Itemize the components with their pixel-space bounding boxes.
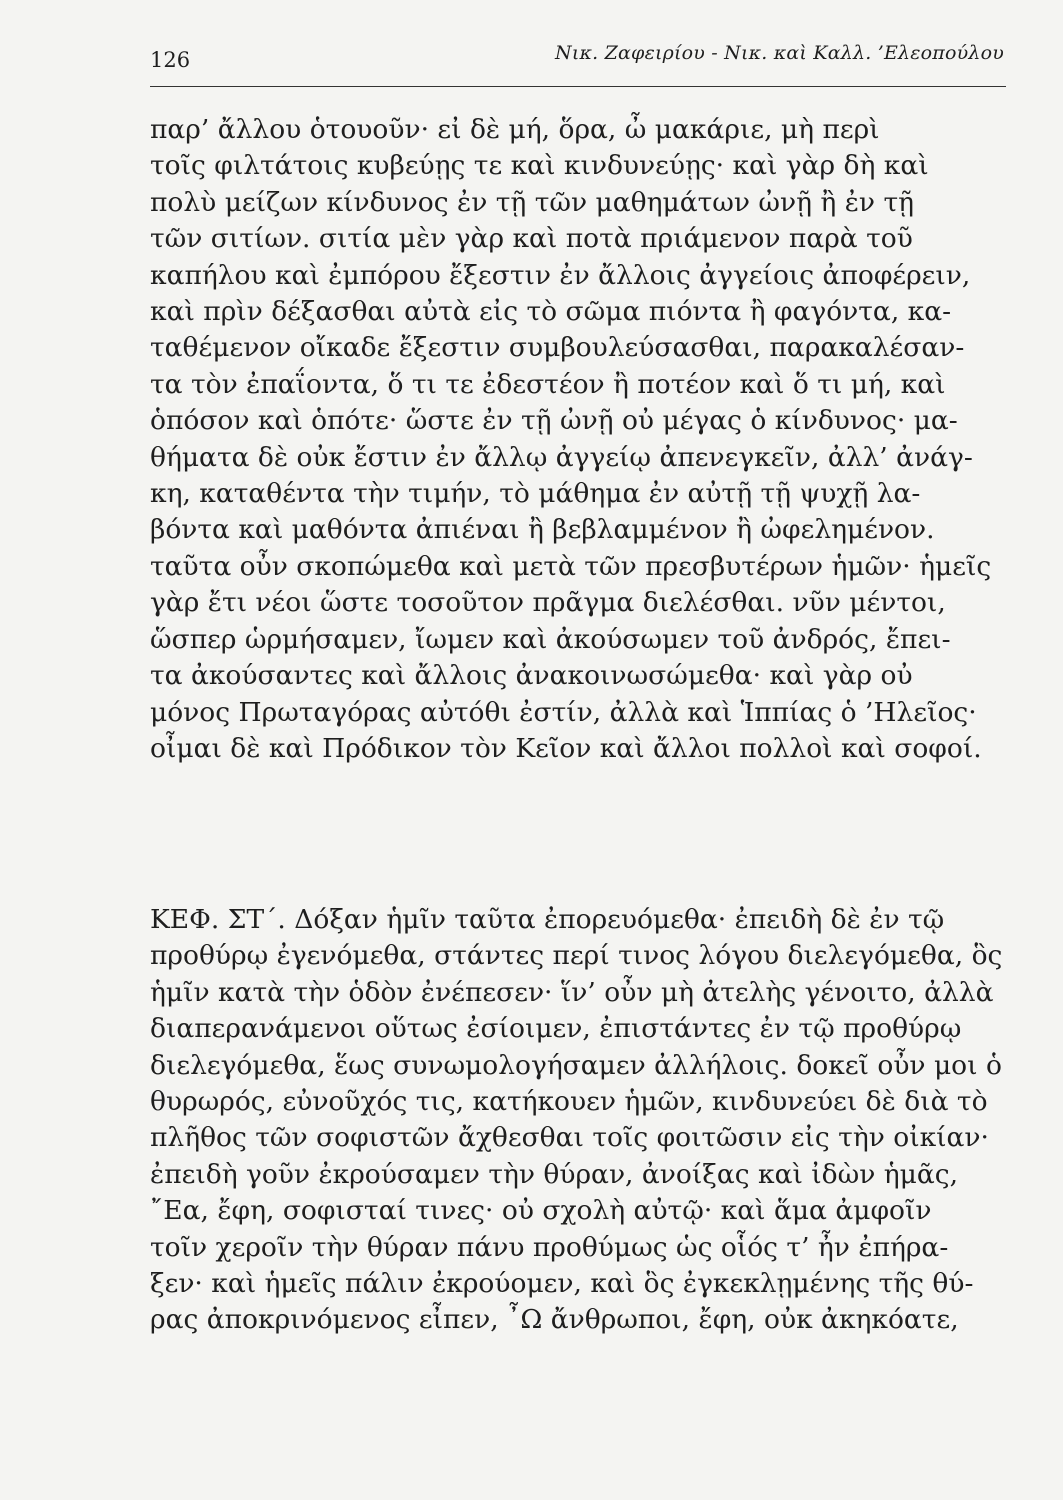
text-line: τοῖς φιλτάτοις κυβεύῃς τε καὶ κινδυνεύῃς· καὶ γὰρ δὴ καὶ [150,150,929,182]
text-line: καπήλου καὶ ἐμπόρου ἔξεστιν ἐν ἄλλοις ἀγγείοις ἀποφέρειν, [150,259,971,291]
text-line: παρ’ ἄλλου ὁτουοῦν· εἰ δὲ μή, ὅρα, ὦ μακάριε, μὴ περὶ [150,114,880,145]
text-line: ταθέμενον οἴκαδε ἔξεστιν συμβουλεύσασθαι, παρακαλέσαν- [150,332,965,364]
text-line: ἐπειδὴ γοῦν ἐκρούσαμεν τὴν θύραν, ἀνοίξας καὶ ἰδὼν ἡμᾶς, [150,1158,959,1190]
text-line: διελεγόμεθα, ἕως συνωμολογήσαμεν ἀλλήλοις. δοκεῖ οὖν μοι ὁ [150,1049,1002,1081]
text-line: βόντα καὶ μαθόντα ἀπιέναι ἢ βεβλαμμένον ἢ ὠφελημένον. [150,514,935,546]
text-line: ἡμῖν κατὰ τὴν ὁδὸν ἐνέπεσεν· ἵν’ οὖν μὴ ἀτελὴς γένοιτο, ἀλλὰ [150,976,994,1008]
text-line: θήματα δὲ οὐκ ἔστιν ἐν ἄλλῳ ἀγγείῳ ἀπενεγκεῖν, ἀλλ’ ἀνάγ- [150,441,973,473]
text-line: τα τὸν ἐπαΐοντα, ὅ τι τε ἐδεστέον ἢ ποτέον καὶ ὅ τι μή, καὶ [150,368,946,400]
text-line: τα ἀκούσαντες καὶ ἄλλοις ἀνακοινωσώμεθα· καὶ γὰρ οὐ [150,660,913,692]
text-line: τῶν σιτίων. σιτία μὲν γὰρ καὶ ποτὰ πριάμενον παρὰ τοῦ [150,223,913,255]
page-number: 126 [150,48,191,72]
text-line: ὥσπερ ὡρμήσαμεν, ἴωμεν καὶ ἀκούσωμεν τοῦ ἀνδρός, ἔπει- [150,623,951,655]
text-line: ὁπόσον καὶ ὁπότε· ὥστε ἐν τῇ ὠνῇ οὐ μέγας ὁ κίνδυνος· μα- [150,405,958,437]
text-line: ξεν· καὶ ἡμεῖς πάλιν ἐκρούομεν, καὶ ὃς ἐγκεκλῃμένης τῆς θύ- [150,1268,974,1300]
text-line: ρας ἀποκρινόμενος εἶπεν, ῏Ω ἄνθρωποι, ἔφη, οὐκ ἀκηκόατε, [150,1304,959,1336]
text-line: οἶμαι δὲ καὶ Πρόδικον τὸν Κεῖον καὶ ἄλλοι πολλοὶ καὶ σοφοί. [150,732,982,764]
text-line: πολὺ μείζων κίνδυνος ἐν τῇ τῶν μαθημάτων ὠνῇ ἢ ἐν τῇ [150,186,914,218]
text-line: θυρωρός, εὐνοῦχός τις, κατήκουεν ἡμῶν, κινδυνεύει δὲ διὰ τὸ [150,1086,988,1118]
text-line: πλῆθος τῶν σοφιστῶν ἄχθεσθαι τοῖς φοιτῶσιν εἰς τὴν οἰκίαν· [150,1122,989,1154]
text-line: ΚΕΦ. ΣΤ΄. Δόξαν ἡμῖν ταῦτα ἐπορευόμεθα· ἐπειδὴ δὲ ἐν τῷ [150,904,945,935]
body-text [150,112,1020,1336]
paragraph-2 [150,902,1020,1339]
text-line: ῎Εα, ἔφη, σοφισταί τινες· οὐ σχολὴ αὐτῷ· καὶ ἅμα ἀμφοῖν [150,1195,932,1227]
paragraph-1 [150,112,1020,767]
text-line: ταῦτα οὖν σκοπώμεθα καὶ μετὰ τῶν πρεσβυτέρων ἡμῶν· ἡμεῖς [150,550,992,582]
text-line: γὰρ ἔτι νέοι ὥστε τοσοῦτον πρᾶγμα διελέσθαι. νῦν μέντοι, [150,587,946,619]
running-head: Νικ. Ζαφειρίου - Νικ. καὶ Καλλ. ’Ελεοπούλου [555,42,1004,64]
text-line: τοῖν χεροῖν τὴν θύραν πάνυ προθύμως ὡς οἷός τ’ ἦν ἐπήρα- [150,1231,949,1263]
text-line: κη, καταθέντα τὴν τιμήν, τὸ μάθημα ἐν αὐτῇ τῇ ψυχῇ λα- [150,478,921,510]
text-line: μόνος Πρωταγόρας αὐτόθι ἐστίν, ἀλλὰ καὶ Ἱππίας ὁ ’Ηλεῖος· [150,696,977,728]
text-line: διαπερανάμενοι οὕτως ἐσίοιμεν, ἐπιστάντες ἐν τῷ προθύρῳ [150,1013,962,1045]
text-line: προθύρῳ ἐγενόμεθα, στάντες περί τινος λόγου διελεγόμεθα, ὃς [150,940,1003,972]
page-header [150,40,1006,87]
text-line: καὶ πρὶν δέξασθαι αὐτὰ εἰς τὸ σῶμα πιόντα ἢ φαγόντα, κα- [150,296,952,328]
